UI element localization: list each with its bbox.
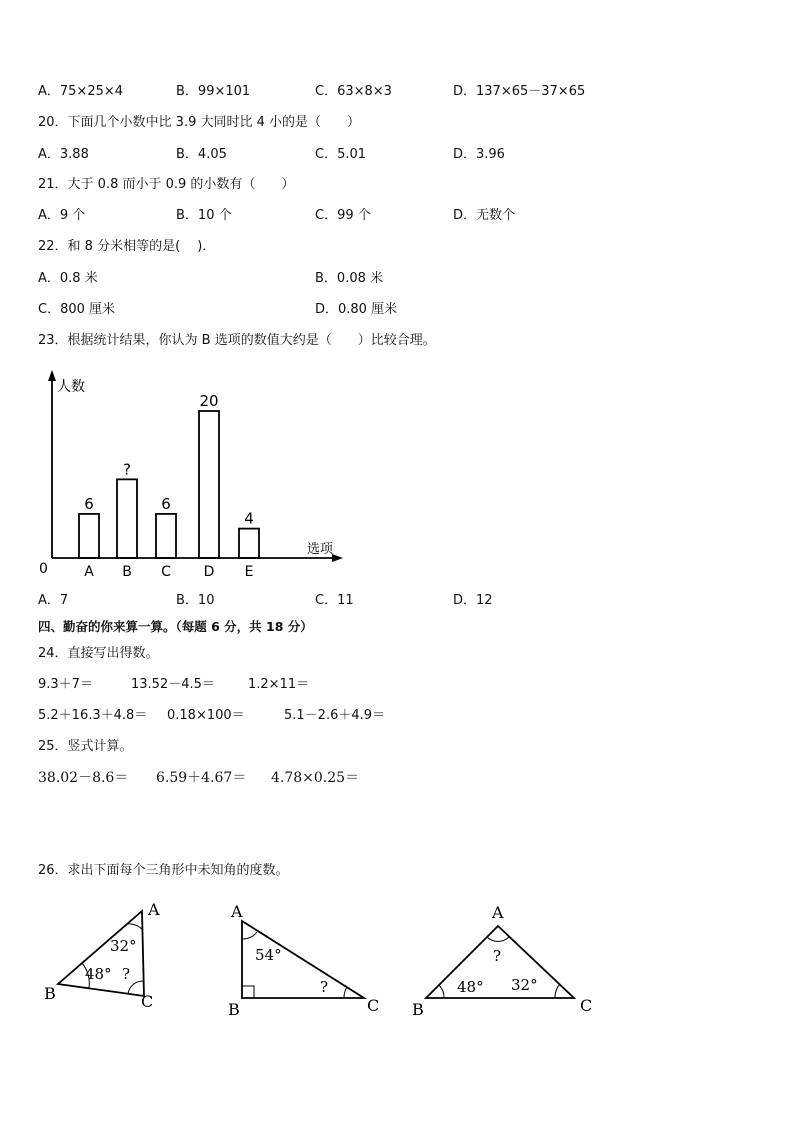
x-axis-label: 选项 <box>307 542 334 557</box>
q22-option-d: D．0.80 厘米 <box>315 302 398 317</box>
triangle-1-unknown: ? <box>122 965 131 983</box>
triangle-2-unknown: ? <box>320 978 329 996</box>
triangle-3-vertex-a: A <box>492 903 504 922</box>
triangle-1-vertex-a: A <box>148 900 160 919</box>
q20-option-d: D．3.96 <box>453 147 505 162</box>
q21-option-c: C．99 个 <box>315 208 371 223</box>
triangle-1-angle-a: 32° <box>110 937 137 955</box>
triangle-3-unknown: ? <box>493 947 502 965</box>
bar-value-label-E: 4 <box>244 509 254 528</box>
triangle-3-angle-c: 32° <box>511 976 538 994</box>
q20-stem: 20．下面几个小数中比 3.9 大同时比 4 小的是（ ） <box>38 115 361 130</box>
q19-option-c: C．63×8×3 <box>315 84 392 99</box>
origin-label: 0 <box>39 561 48 577</box>
q23-option-a: A．7 <box>38 593 69 608</box>
triangle-2-vertex-b: B <box>228 1000 240 1019</box>
q24-item-1: 9.3＋7＝ <box>38 677 93 692</box>
triangle-2-vertex-a: A <box>231 902 243 921</box>
x-tick-label-B: B <box>122 564 132 580</box>
section4-title: 四、勤奋的你来算一算。（每题 6 分，共 18 分） <box>38 619 313 634</box>
x-tick-label-C: C <box>161 564 171 580</box>
q23-option-c: C．11 <box>315 593 354 608</box>
q25-item-3: 4.78×0.25＝ <box>271 770 360 786</box>
q24-item-5: 0.18×100＝ <box>167 708 245 723</box>
bar-value-label-B: ? <box>123 460 131 479</box>
q25-stem: 25．竖式计算。 <box>38 739 133 754</box>
triangle-1-angle-b: 48° <box>85 965 112 983</box>
q23-option-b: B．10 <box>176 593 215 608</box>
q21-option-d: D．无数个 <box>453 208 516 223</box>
q22-stem: 22．和 8 分米相等的是( )． <box>38 239 216 254</box>
triangle-3 <box>412 903 592 1019</box>
triangle-2-arc-a <box>242 932 257 939</box>
triangle-2 <box>228 902 379 1019</box>
triangle-3-vertex-b: B <box>412 1000 424 1019</box>
q24-stem: 24．直接写出得数。 <box>38 646 159 661</box>
q22-option-c: C．800 厘米 <box>38 302 116 317</box>
triangle-3-arc-a <box>487 937 509 941</box>
triangle-2-arc-c <box>344 987 347 998</box>
q19-option-d: D．137×65－37×65 <box>453 84 586 99</box>
q24-item-6: 5.1－2.6＋4.9＝ <box>284 708 386 723</box>
q26-stem: 26．求出下面每个三角形中未知角的度数。 <box>38 863 289 878</box>
q21-stem: 21．大于 0.8 而小于 0.9 的小数有（ ） <box>38 177 295 192</box>
triangle-2-angle-a: 54° <box>255 946 282 964</box>
q23-option-d: D．12 <box>453 593 493 608</box>
q25-item-1: 38.02－8.6＝ <box>38 770 129 786</box>
triangle-3-arc-c <box>555 984 560 998</box>
triangle-1-arc-a <box>127 924 143 930</box>
q24-item-4: 5.2＋16.3＋4.8＝ <box>38 708 148 723</box>
triangle-3-arc-b <box>439 985 444 998</box>
triangle-2-right-angle <box>242 986 254 998</box>
q19-option-a: A．75×25×4 <box>38 84 124 99</box>
x-tick-label-A: A <box>84 564 94 580</box>
q21-option-a: A．9 个 <box>38 208 86 223</box>
q21-option-b: B．10 个 <box>176 208 232 223</box>
x-tick-label-D: D <box>203 564 215 580</box>
q25-item-2: 6.59＋4.67＝ <box>156 770 247 786</box>
triangle-2-vertex-c: C <box>367 996 380 1015</box>
y-axis-label: 人数 <box>57 379 85 395</box>
bar-value-label-D: 20 <box>199 392 219 410</box>
q23-stem: 23．根据统计结果，你认为 B 选项的数值大约是（ ）比较合理。 <box>38 333 436 348</box>
q20-option-a: A．3.88 <box>38 147 89 162</box>
bar-value-label-C: 6 <box>161 494 171 513</box>
x-tick-label-E: E <box>244 564 254 580</box>
bar-value-label-A: 6 <box>84 494 94 513</box>
triangle-1-vertex-c: C <box>141 992 154 1011</box>
q20-option-b: B．4.05 <box>176 147 227 162</box>
q20-option-c: C．5.01 <box>315 147 367 162</box>
q22-option-a: A．0.8 米 <box>38 271 98 286</box>
q19-option-b: B．99×101 <box>176 84 251 99</box>
triangle-1 <box>44 900 160 1011</box>
q24-item-2: 13.52－4.5＝ <box>131 677 215 692</box>
triangle-3-angle-b: 48° <box>457 978 484 996</box>
q22-option-b: B．0.08 米 <box>315 271 383 286</box>
triangle-1-vertex-b: B <box>44 984 56 1003</box>
triangle-3-vertex-c: C <box>580 996 593 1015</box>
q24-item-3: 1.2×11＝ <box>248 677 310 692</box>
